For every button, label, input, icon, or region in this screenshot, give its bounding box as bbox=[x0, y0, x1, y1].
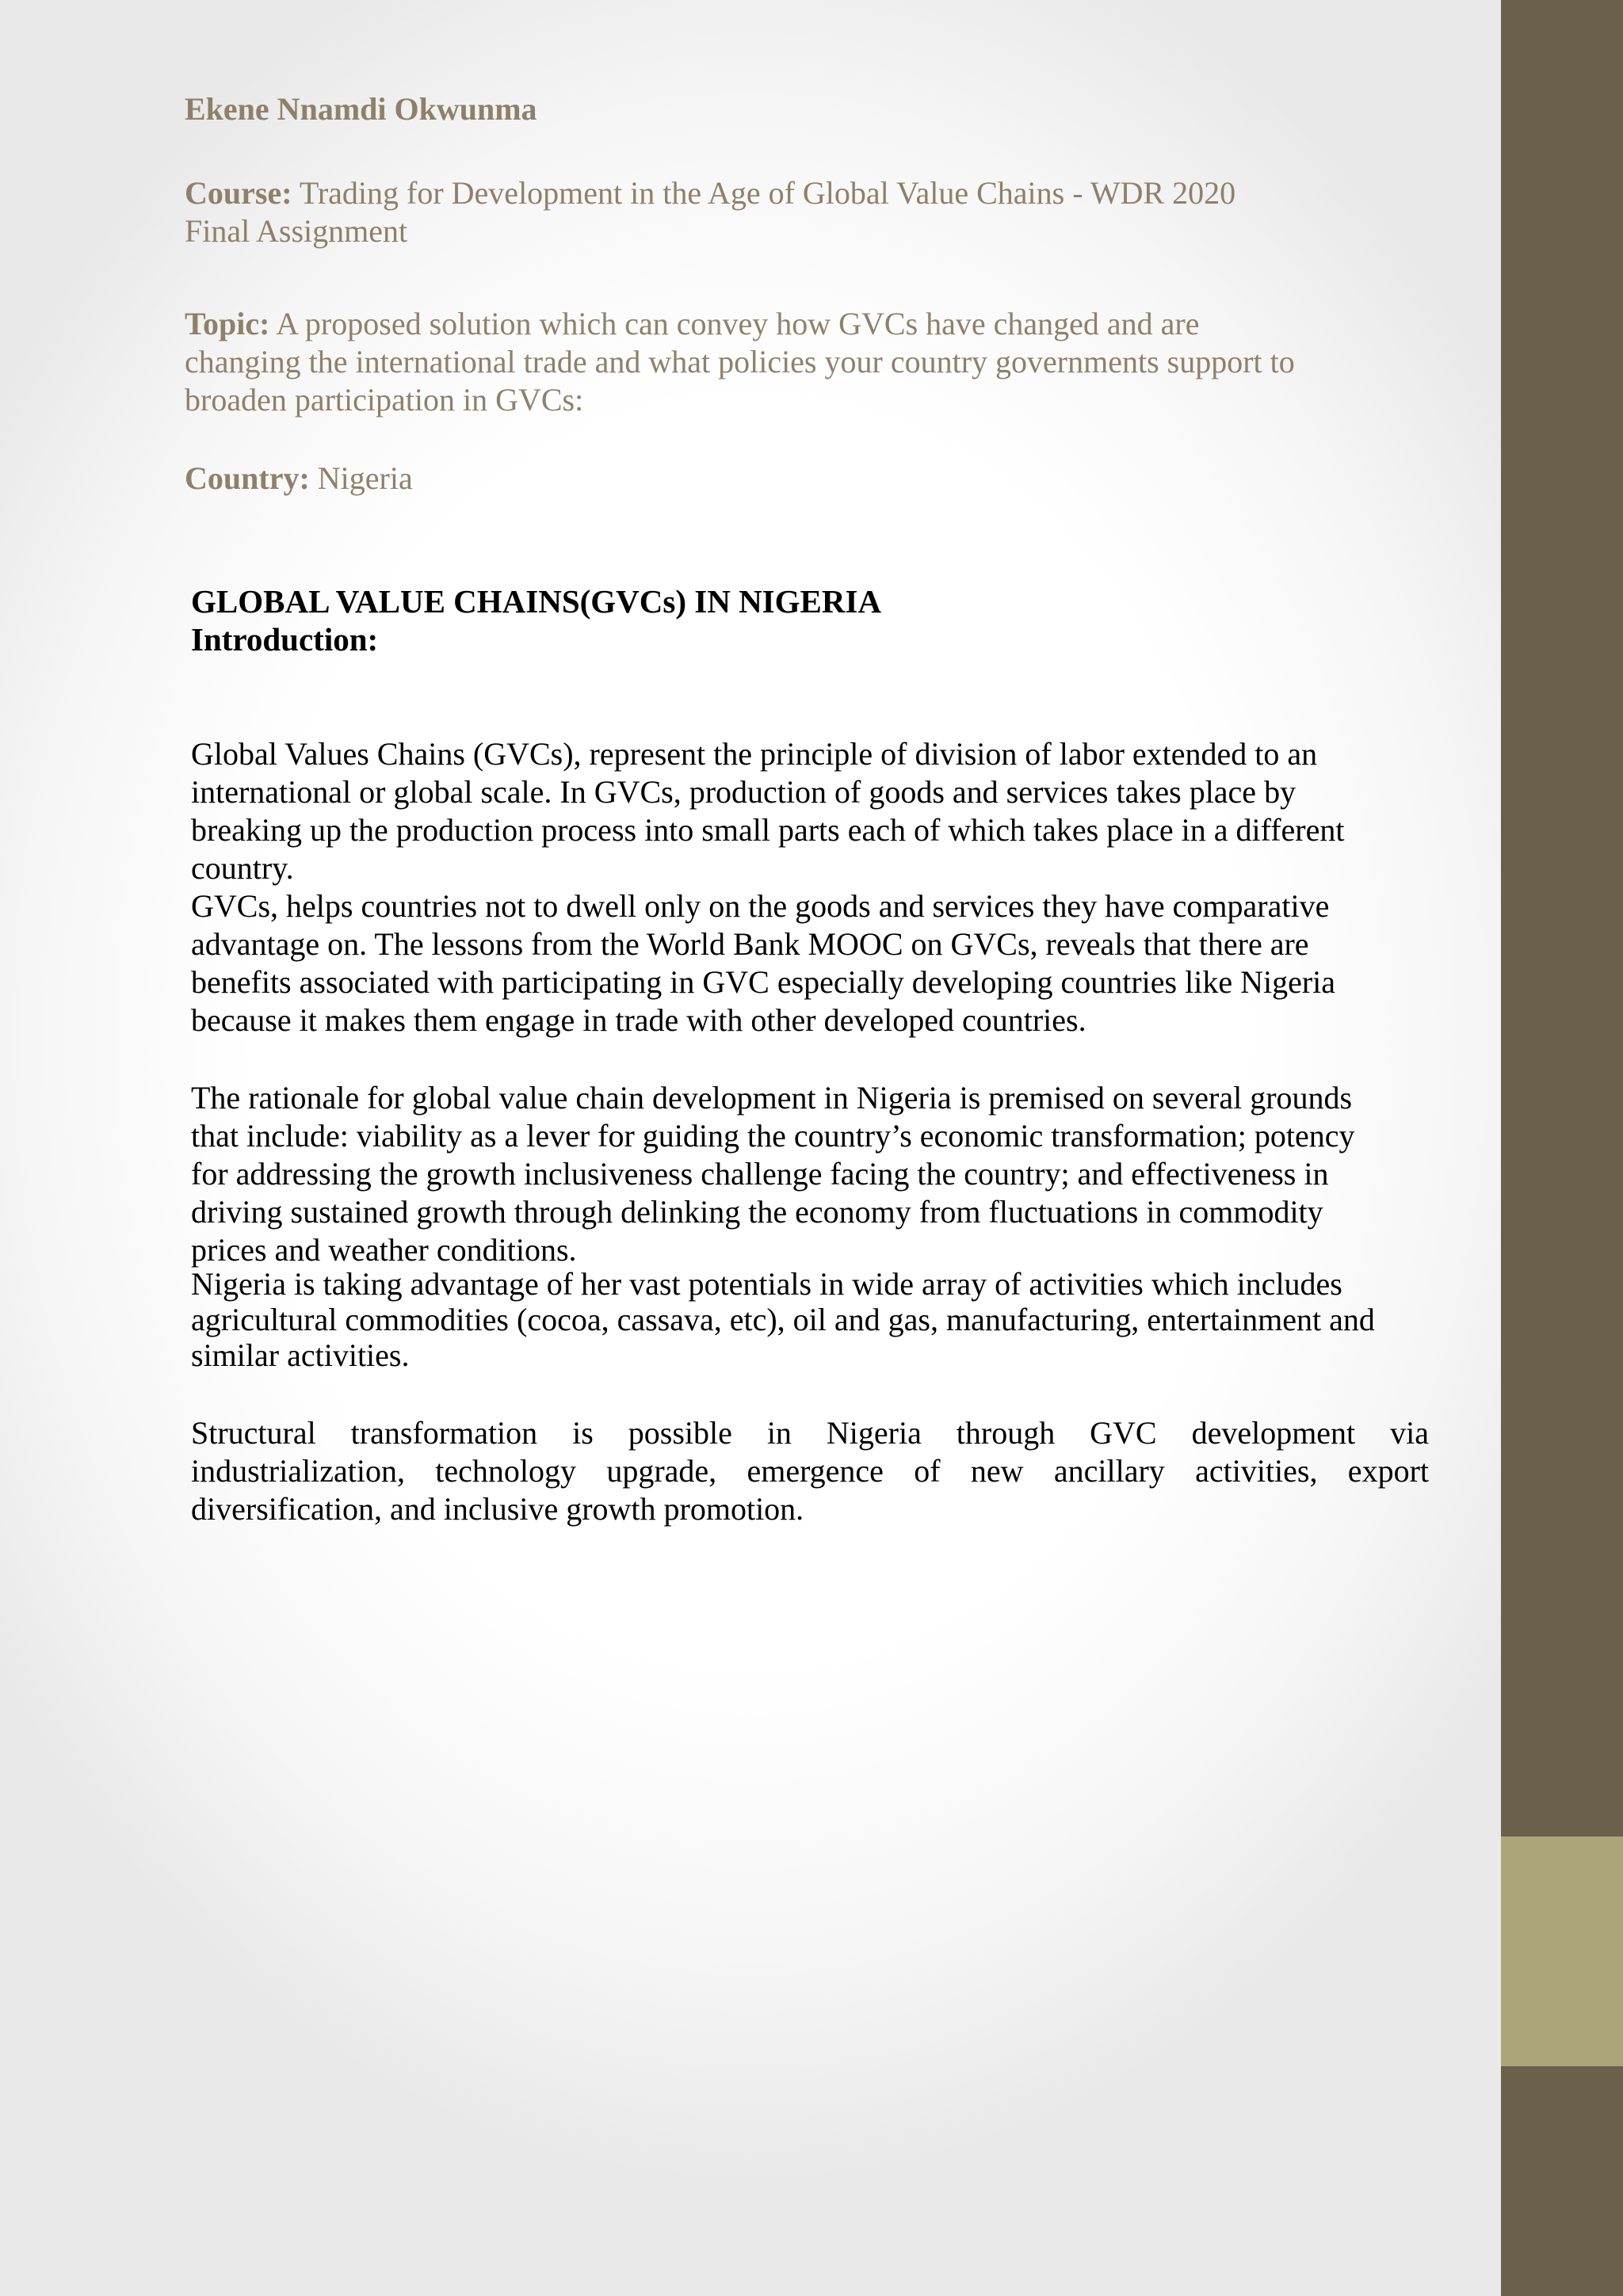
paragraph-line: industrialization, technology upgrade, emergence of new ancillary activities, export bbox=[191, 1453, 1429, 1489]
country-info bbox=[185, 460, 1373, 498]
topic-line-1: A proposed solution which can convey how GVCs have changed and are bbox=[276, 306, 1200, 341]
paragraph-line: country. bbox=[191, 850, 294, 886]
paragraph-line: agricultural commodities (cocoa, cassava, etc), oil and gas, manufacturing, entertainment and bbox=[191, 1302, 1375, 1337]
paragraph-line: Global Values Chains (GVCs), represent the principle of division of labor extended to an bbox=[191, 736, 1318, 772]
paragraph-rationale bbox=[191, 1079, 1429, 1269]
course-assignment: Final Assignment bbox=[185, 213, 408, 249]
paragraph-line: benefits associated with participating in GVC especially developing countries like Nigeria bbox=[191, 964, 1336, 1000]
paragraph-line: advantage on. The lessons from the World Bank MOOC on GVCs, reveals that there are bbox=[191, 926, 1309, 962]
topic-line-3: broaden participation in GVCs: bbox=[185, 382, 584, 418]
paragraph-line: Structural transformation is possible in Nigeria through GVC development via bbox=[191, 1415, 1429, 1451]
course-title: Trading for Development in the Age of Global Value Chains - WDR 2020 bbox=[299, 175, 1236, 211]
paragraph-line: The rationale for global value chain development in Nigeria is premised on several grounds bbox=[191, 1080, 1353, 1116]
paragraph-potentials bbox=[191, 1266, 1429, 1373]
paragraph-line: GVCs, helps countries not to dwell only on the goods and services they have comparative bbox=[191, 888, 1330, 924]
paragraph-line: diversification, and inclusive growth promotion. bbox=[191, 1491, 804, 1527]
document-title: GLOBAL VALUE CHAINS(GVCs) IN NIGERIA bbox=[191, 583, 882, 620]
paragraph-line: that include: viability as a lever for guiding the country’s economic transformation; potency bbox=[191, 1118, 1355, 1154]
section-heading: Introduction: bbox=[191, 621, 379, 658]
country-value: Nigeria bbox=[317, 460, 413, 496]
topic-line-2: changing the international trade and what policies your country governments support to bbox=[185, 344, 1295, 379]
country-label: Country: bbox=[185, 460, 310, 496]
paragraph-line: prices and weather conditions. bbox=[191, 1232, 577, 1268]
paragraph-line: international or global scale. In GVCs, production of goods and services takes place by bbox=[191, 774, 1296, 810]
course-info bbox=[185, 174, 1373, 250]
author-name: Ekene Nnamdi Okwunma bbox=[185, 91, 537, 127]
side-bar-accent bbox=[1501, 1836, 1623, 2066]
topic-label: Topic: bbox=[185, 306, 270, 341]
paragraph-line: for addressing the growth inclusiveness challenge facing the country; and effectiveness in bbox=[191, 1156, 1329, 1192]
course-label: Course: bbox=[185, 175, 292, 211]
topic-info bbox=[185, 305, 1373, 419]
paragraph-line: similar activities. bbox=[191, 1337, 410, 1373]
paragraph-transformation bbox=[191, 1414, 1429, 1528]
paragraph-line: because it makes them engage in trade with other developed countries. bbox=[191, 1002, 1086, 1038]
paragraph-definition bbox=[191, 735, 1429, 887]
paragraph-benefits bbox=[191, 887, 1429, 1039]
paragraph-line: breaking up the production process into small parts each of which takes place in a different bbox=[191, 812, 1345, 848]
paragraph-line: driving sustained growth through delinking the economy from fluctuations in commodity bbox=[191, 1194, 1323, 1230]
paragraph-line: Nigeria is taking advantage of her vast potentials in wide array of activities which includes bbox=[191, 1266, 1342, 1302]
